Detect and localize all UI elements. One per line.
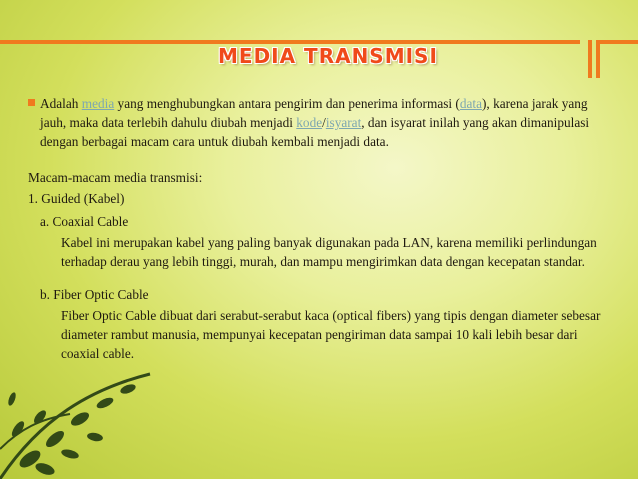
intro-text-5: , dan isyarat inilah yang akan dimanipulasi dengan berbagai macam cara untuk diubah kembali menjadi data. xyxy=(40,115,590,149)
accent-bar-vertical-2 xyxy=(596,40,600,78)
intro-text-3: ), karena jarak yang jauh, maka data terlebih dahulu diubah menjadi xyxy=(40,96,588,130)
coaxial-description: Kabel ini merupakan kabel yang paling banyak digunakan pada LAN, karena memiliki perlindungan terhadap derau yang lebih tinggi, murah, dan mampu mengirimkan data dengan kecepatan standar. xyxy=(61,235,597,269)
heading-macam-media: Macam-macam media transmisi: xyxy=(28,170,203,185)
guided-heading: 1. Guided (Kabel) xyxy=(28,191,125,206)
intro-text-1: Adalah xyxy=(40,96,82,111)
accent-bar-vertical-1 xyxy=(588,40,592,78)
coaxial-title: a. Coaxial Cable xyxy=(40,214,129,229)
accent-bar-top-right xyxy=(598,40,638,44)
square-bullet-icon xyxy=(28,99,35,106)
link-kode[interactable]: kode xyxy=(296,115,323,130)
intro-text-2: yang menghubungkan antara pengirim dan penerima informasi ( xyxy=(114,96,460,111)
slide-content xyxy=(28,94,613,363)
intro-paragraph xyxy=(28,94,613,151)
fiber-title: b. Fiber Optic Cable xyxy=(40,287,149,302)
link-data[interactable]: data xyxy=(459,96,482,111)
slide-title: MEDIA TRANSMISI xyxy=(218,44,438,68)
link-media[interactable]: media xyxy=(81,96,115,111)
link-isyarat[interactable]: isyarat xyxy=(325,115,362,130)
intro-text-4: / xyxy=(322,115,326,130)
fiber-description: Fiber Optic Cable dibuat dari serabut-serabut kaca (optical fibers) yang tipis dengan diameter sebesar diameter rambut manusia, mempunyai kecepatan pengiriman data sampai 10 kali lebih besar dari coaxial cable. xyxy=(61,308,601,361)
